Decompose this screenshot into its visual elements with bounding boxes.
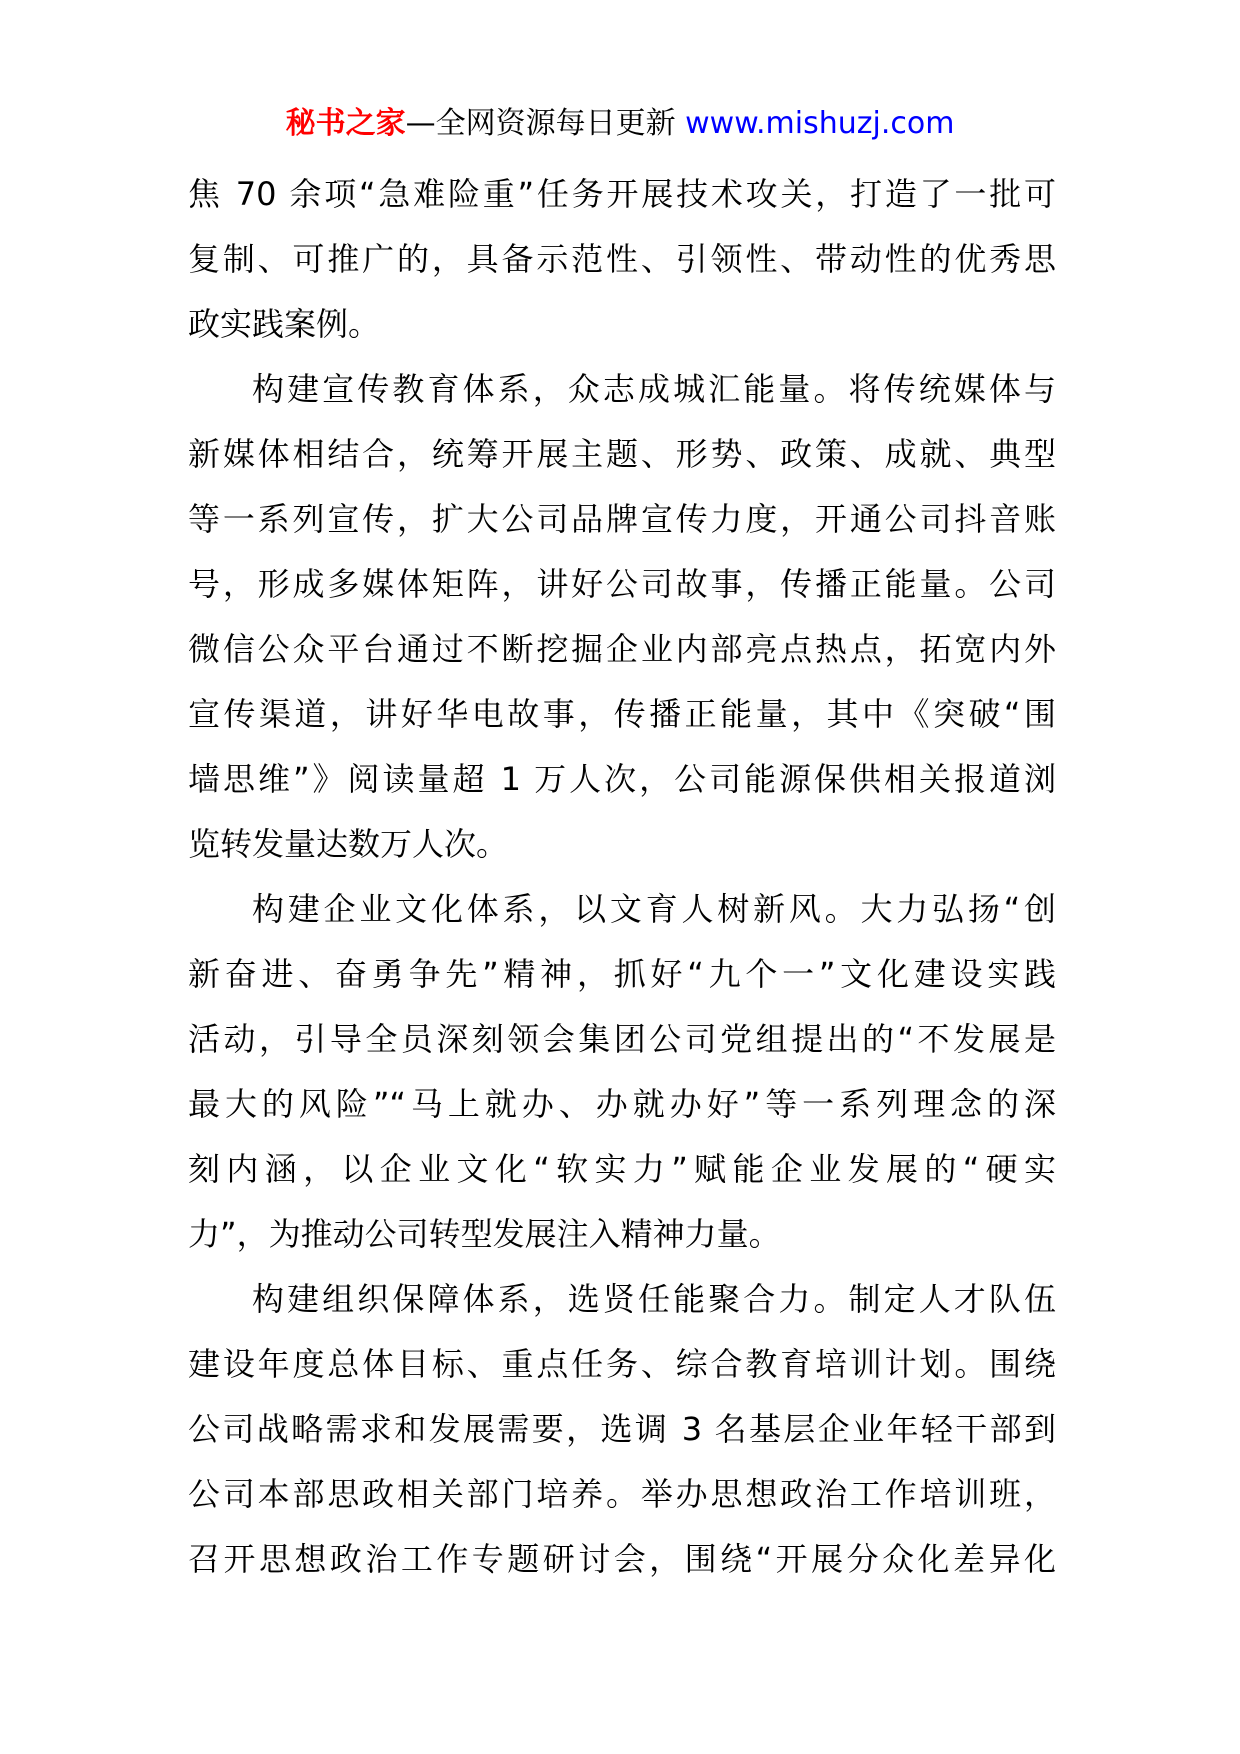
text-line: 微信公众平台通过不断挖掘企业内部亮点热点，拓宽内外 (188, 630, 1056, 668)
text-line: 召开思想政治工作专题研讨会，围绕“开展分众化差异化 (188, 1540, 1056, 1578)
text-line: 建设年度总体目标、重点任务、综合教育培训计划。围绕 (188, 1345, 1056, 1383)
text-line: 最大的风险”“马上就办、办就办好”等一系列理念的深 (188, 1085, 1056, 1123)
text-line: 新媒体相结合，统筹开展主题、形势、政策、成就、典型 (188, 435, 1056, 473)
text-line: 力”，为推动公司转型发展注入精神力量。 (188, 1215, 781, 1253)
header-brand: 秘书之家 (285, 106, 406, 141)
document-body (188, 162, 1056, 1592)
text-line: 活动，引导全员深刻领会集团公司党组提出的“不发展是 (188, 1020, 1056, 1058)
text-line: 等一系列宣传，扩大公司品牌宣传力度，开通公司抖音账 (188, 500, 1056, 538)
header-url-link[interactable]: www.mishuzj.com (685, 106, 955, 141)
text-line: 宣传渠道，讲好华电故事，传播正能量，其中《突破“围 (188, 695, 1056, 733)
text-line: 公司本部思政相关部门培养。举办思想政治工作培训班， (188, 1475, 1056, 1513)
text-line: 览转发量达数万人次。 (188, 825, 509, 863)
text-line: 号，形成多媒体矩阵，讲好公司故事，传播正能量。公司 (188, 565, 1056, 603)
text-line: 构建企业文化体系，以文育人树新风。大力弘扬“创 (252, 890, 1056, 928)
text-line: 墙思维”》阅读量超 1 万人次，公司能源保供相关报道浏 (188, 760, 1056, 798)
text-line: 公司战略需求和发展需要，选调 3 名基层企业年轻干部到 (188, 1410, 1056, 1448)
text-line: 复制、可推广的，具备示范性、引领性、带动性的优秀思 (188, 240, 1056, 278)
text-line: 焦 70 余项“急难险重”任务开展技术攻关，打造了一批可 (188, 175, 1056, 213)
text-line: 刻内涵，以企业文化“软实力”赋能企业发展的“硬实 (188, 1150, 1056, 1188)
text-line: 政实践案例。 (188, 305, 381, 343)
page-header (0, 100, 1240, 148)
text-line: 构建组织保障体系，选贤任能聚合力。制定人才队伍 (252, 1280, 1056, 1318)
text-line: 构建宣传教育体系，众志成城汇能量。将传统媒体与 (252, 370, 1056, 408)
text-line: 新奋进、奋勇争先”精神，抓好“九个一”文化建设实践 (188, 955, 1056, 993)
header-tagline: —全网资源每日更新 (405, 106, 686, 141)
